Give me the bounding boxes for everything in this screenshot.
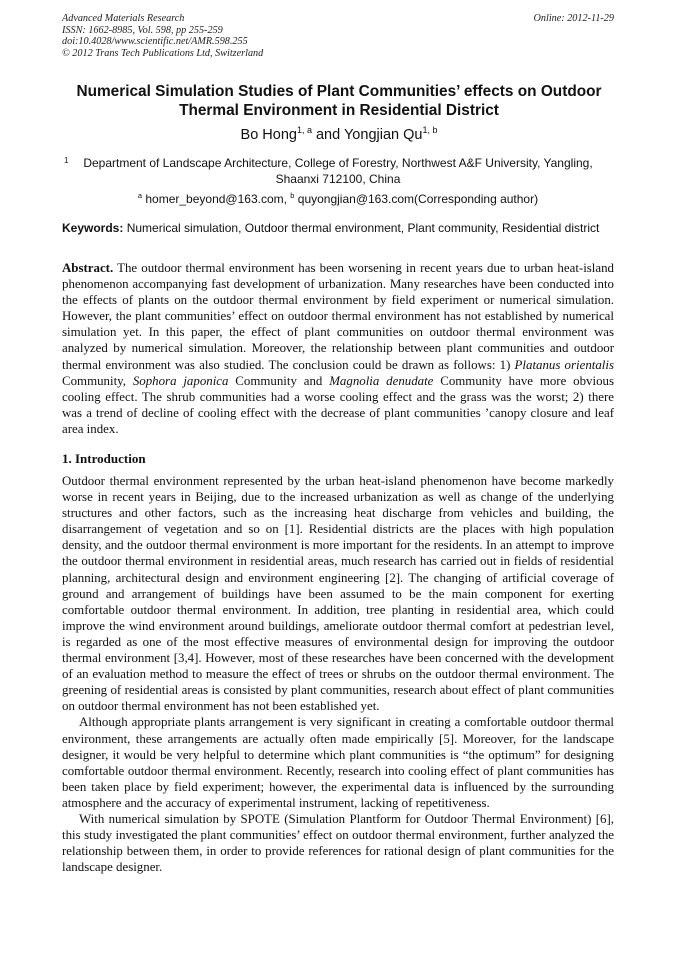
section-heading-introduction: 1. Introduction — [62, 451, 146, 466]
affiliation-text: Department of Landscape Architecture, College of Forestry, Northwest A&F University, Yangling, Shaanxi 712100, China — [83, 156, 593, 186]
affiliation — [62, 156, 614, 187]
title-line-2: Thermal Environment in Residential District — [179, 102, 499, 119]
copyright-line: © 2012 Trans Tech Publications Ltd, Switzerland — [62, 47, 264, 59]
author-2-name: Yongjian Qu — [343, 127, 423, 143]
email-line — [62, 192, 614, 207]
authors-line — [50, 126, 628, 144]
abstract-paragraph — [62, 260, 614, 437]
species-platanus: Platanus orientalis — [514, 357, 614, 372]
keywords — [62, 221, 614, 236]
abstract-text-4: Community have more obvious cooling effect. The shrub communities had a worse cooling effect and the grass was the worst; 2) there was a trend of decline of cooling effect with the decrease of plant communities ’canopy closure and leaf area index. — [62, 373, 614, 436]
intro-paragraph-3: With numerical simulation by SPOTE (Simulation Plantform for Outdoor Thermal Environment) [6], this study investigated the plant communities’ effect on outdoor thermal environment, further analyzed the relationship between them, in order to provide references for rational design of plant communities for the landscape designer. — [62, 811, 614, 875]
intro-paragraph-2: Although appropriate plants arrangement is very significant in creating a comfortable outdoor thermal environment, these arrangements are actually often made empirically [5]. Moreover, for the landscape designer, it would be very helpful to determine which plant communities is “the optimum” for designing comfortable outdoor thermal environment. Recently, research into cooling effect of plant communities has been taken place by field experiment; however, the experimental data is influenced by the surrounding atmosphere and the accuracy of experimental instrument, lacking of repetitiveness. — [62, 715, 614, 810]
intro-paragraph-1: Outdoor thermal environment represented by the urban heat-island phenomenon have become markedly worse in recent years in Beijing, due to the increased urbanization as well as change of the underlying structures and other factors, such as the increasing heat discharge from vehicles and building, the disarrangement of vegetation and so on [1]. Residential districts are the places with high population density, and the outdoor thermal environment is more important for the residents. In an attempt to improve the outdoor thermal environment in residential areas, much research has carried out in fields of residential planning, architectural design and environment engineering [2]. The changing of artificial coverage of ground and arrangement of buildings have been assumed to be the main component for exerting comfortable outdoor thermal environment. In addition, tree planting in residential area, which could improve the wind environment around buildings, ameliorate outdoor thermal comfort at pedestrian level, is regarded as one of the most effective measures of environmental design for improving the outdoor thermal environment [3,4]. However, most of these researches have been concerned with the development of an evaluation method to measure the effect of trees or shrubs on the outdoor thermal environment. The greening of residential areas is consisted by plant communities, research about effect of plant communities on outdoor thermal environment has not been established yet. — [62, 474, 614, 714]
email-b: quyongjian@163.com(Corresponding author) — [294, 192, 539, 206]
abstract-label: Abstract. — [62, 261, 114, 275]
abstract-text-2: Community, — [62, 373, 133, 388]
species-magnolia: Magnolia denudate — [329, 373, 434, 388]
affiliation-number: 1 — [64, 156, 69, 165]
author-2-superscript: 1, b — [422, 125, 438, 136]
journal-header — [62, 13, 614, 59]
issn-line: ISSN: 1662-8985, Vol. 598, pp 255-259 — [62, 24, 223, 36]
keywords-text: Numerical simulation, Outdoor thermal environment, Plant community, Residential district — [123, 221, 600, 235]
abstract-text-3: Community and — [228, 373, 330, 388]
email-a-superscript: a — [137, 191, 143, 200]
email-a: homer_beyond@163.com, — [142, 192, 291, 206]
authors-conjunction: and — [311, 127, 344, 143]
author-1-superscript: 1, a — [296, 125, 312, 136]
introduction-section — [62, 473, 614, 875]
keywords-label: Keywords: — [62, 221, 124, 235]
doi-line: doi:10.4028/www.scientific.net/AMR.598.255 — [62, 36, 248, 48]
title-line-1: Numerical Simulation Studies of Plant Communities’ effects on Outdoor — [76, 83, 602, 100]
abstract — [62, 260, 614, 437]
journal-name: Advanced Materials Research — [62, 13, 185, 24]
species-sophora: Sophora japonica — [132, 373, 229, 388]
email-b-superscript: b — [290, 191, 295, 200]
paper-title — [50, 82, 628, 120]
author-1-name: Bo Hong — [240, 127, 297, 143]
online-date: Online: 2012-11-29 — [533, 13, 614, 24]
abstract-text-1: The outdoor thermal environment has been worsening in recent years due to urban heat-island phenomenon accompanying fast development of urbanization. Many researches have been conducted into the effects of plants on the outdoor thermal environment by field experiment or numerical simulation. However, the plant communities’ effect on outdoor thermal environment has not established by numerical simulation yet. In this paper, the effect of plant communities on outdoor thermal environment was analyzed by numerical simulation. Moreover, the relationship between plant communities and outdoor thermal environment was also studied. The conclusion could be drawn as follows: 1) — [62, 261, 614, 372]
